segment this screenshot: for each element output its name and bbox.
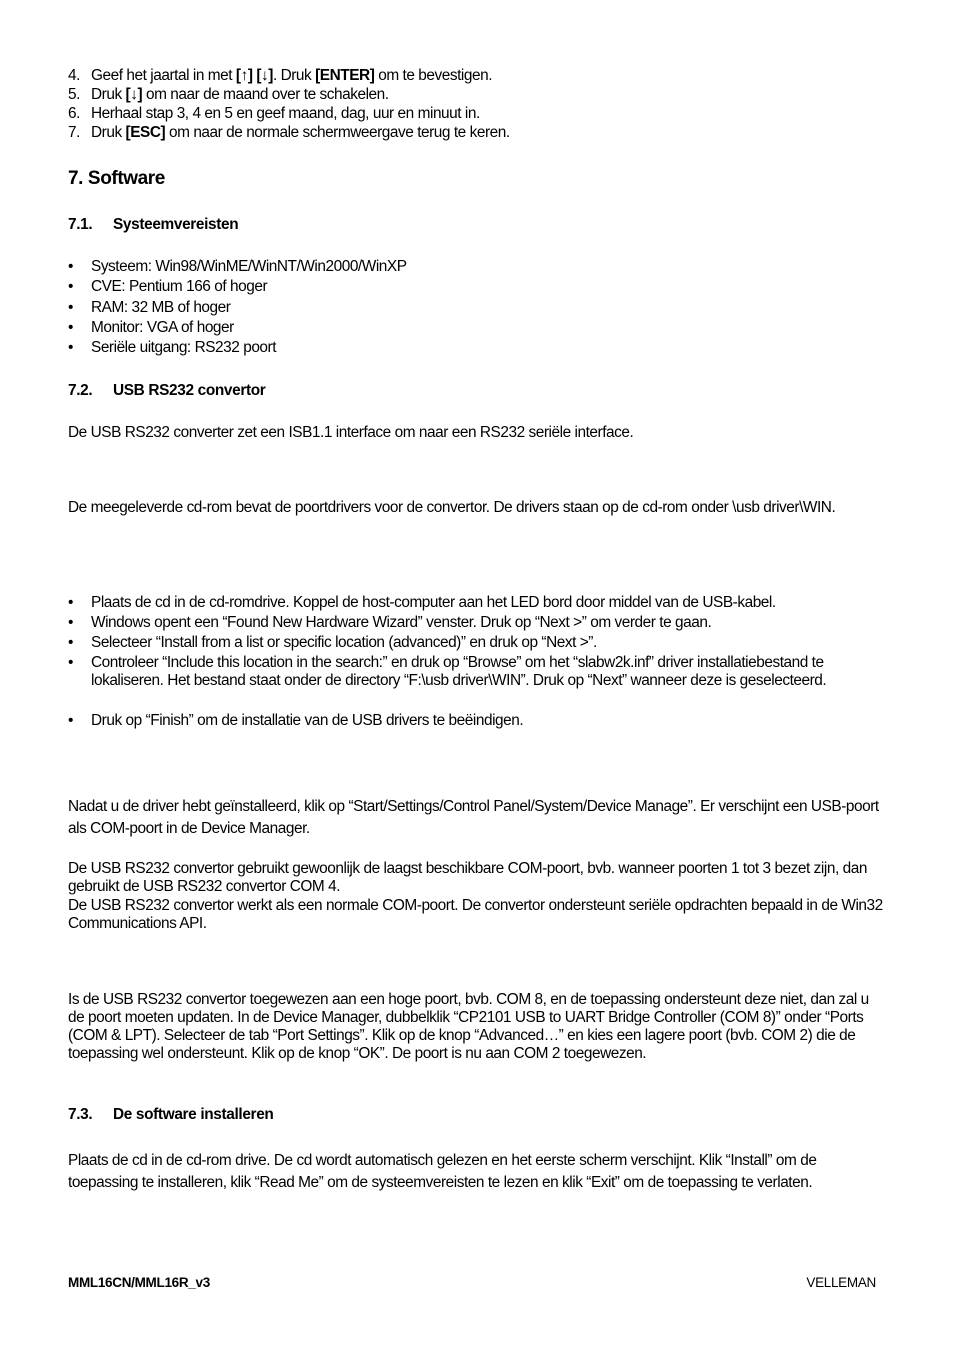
list-item: • CVE: Pentium 166 of hoger — [68, 278, 268, 295]
list-item: • Plaats de cd in de cd-romdrive. Koppel de host-computer aan het LED bord door middel van de USB-kabel. — [68, 594, 776, 611]
subsection-heading-usb-rs232: 7.2. USB RS232 convertor — [68, 382, 266, 399]
step-item: 5. Druk [↓] om naar de maand over te schakelen. — [68, 86, 389, 103]
list-item: • RAM: 32 MB of hoger — [68, 299, 231, 316]
subsection-heading-systeemvereisten: 7.1. Systeemvereisten — [68, 216, 239, 233]
bullet-icon: • — [68, 654, 73, 671]
paragraph-com-lowest: De USB RS232 convertor gebruikt gewoonlijk de laagst beschikbare COM-poort, bvb. wanneer poorten 1 tot 3 bezet zijn, dan gebruikt de USB RS232 convertor COM 4. — [68, 860, 867, 895]
list-item: • Druk op “Finish” om de installatie van de USB drivers te beëindigen. — [68, 712, 524, 729]
step-item: 7. Druk [ESC] om naar de normale schermweergave terug te keren. — [68, 124, 510, 141]
list-item: • Seriële uitgang: RS232 poort — [68, 339, 277, 356]
section-heading-software: 7. Software — [68, 168, 165, 189]
paragraph-converter: De USB RS232 converter zet een ISB1.1 interface om naar een RS232 seriële interface. — [68, 424, 634, 441]
paragraph-high-port: Is de USB RS232 convertor toegewezen aan een hoge poort, bvb. COM 8, en de toepassing ondersteunt deze niet, dan zal u de poort moeten updaten. In de Device Manager, dubbelklik “CP2101 USB to UART Bridge Controller (COM 8)” onder “Ports (COM & LPT). Selecteer de tab “Port Settings”. Klik op de knop “Advanced…” en kies een lagere poort (bvb. COM 2) die de toepassing wel ondersteunt. Klik op de knop “OK”. De poort is nu aan COM 2 toegewezen. — [68, 991, 869, 1062]
step-item: 4. Geef het jaartal in met [↑] [↓]. Druk [ENTER] om te bevestigen. — [68, 67, 493, 84]
list-item: • Systeem: Win98/WinME/WinNT/Win2000/WinXP — [68, 258, 407, 275]
list-item: • Controleer “Include this location in the search:” en druk op “Browse” om het “slabw2k.inf” driver installatiebestand te lokaliseren. Het bestand staat onder de directory “F:\usb driver\WIN”. Druk op “Next” wanneer deze is geselecteerd. — [68, 654, 827, 689]
step-item: 6. Herhaal stap 3, 4 en 5 en geef maand, dag, uur en minuut in. — [68, 105, 480, 122]
footer-brand: VELLEMAN — [806, 1275, 876, 1290]
list-item: • Windows opent een “Found New Hardware Wizard” venster. Druk op “Next >” om verder te gaan. — [68, 614, 712, 631]
bullet-icon: • — [68, 614, 73, 631]
bullet-icon: • — [68, 594, 73, 611]
list-item: • Monitor: VGA of hoger — [68, 319, 234, 336]
bullet-icon: • — [68, 319, 73, 336]
footer-model: MML16CN/MML16R_v3 — [68, 1275, 210, 1290]
bullet-icon: • — [68, 278, 73, 295]
bullet-icon: • — [68, 339, 73, 356]
list-item: • Selecteer “Install from a list or specific location (advanced)” en druk op “Next >”. — [68, 634, 597, 651]
subsection-heading-software-installeren: 7.3. De software installeren — [68, 1106, 274, 1123]
paragraph-cdrom: De meegeleverde cd-rom bevat de poortdrivers voor de convertor. De drivers staan op de cd-rom onder \usb driver\WIN. — [68, 499, 836, 516]
bullet-icon: • — [68, 299, 73, 316]
paragraph-com-normal: De USB RS232 convertor werkt als een normale COM-poort. De convertor ondersteunt seriële opdrachten bepaald in de Win32 Communications API. — [68, 897, 883, 932]
bullet-icon: • — [68, 634, 73, 651]
paragraph-software-install: Plaats de cd in de cd-rom drive. De cd wordt automatisch gelezen en het eerste scherm verschijnt. Klik “Install” om de toepassing te installeren, klik “Read Me” om de systeemvereisten te lezen en klik “Exit” om de toepassing te verlaten. — [68, 1152, 817, 1191]
bullet-icon: • — [68, 258, 73, 275]
paragraph-after-install: Nadat u de driver hebt geïnstalleerd, klik op “Start/Settings/Control Panel/System/Device Manage”. Er verschijnt een USB-poort als COM-poort in de Device Manager. — [68, 798, 879, 837]
bullet-icon: • — [68, 712, 73, 729]
